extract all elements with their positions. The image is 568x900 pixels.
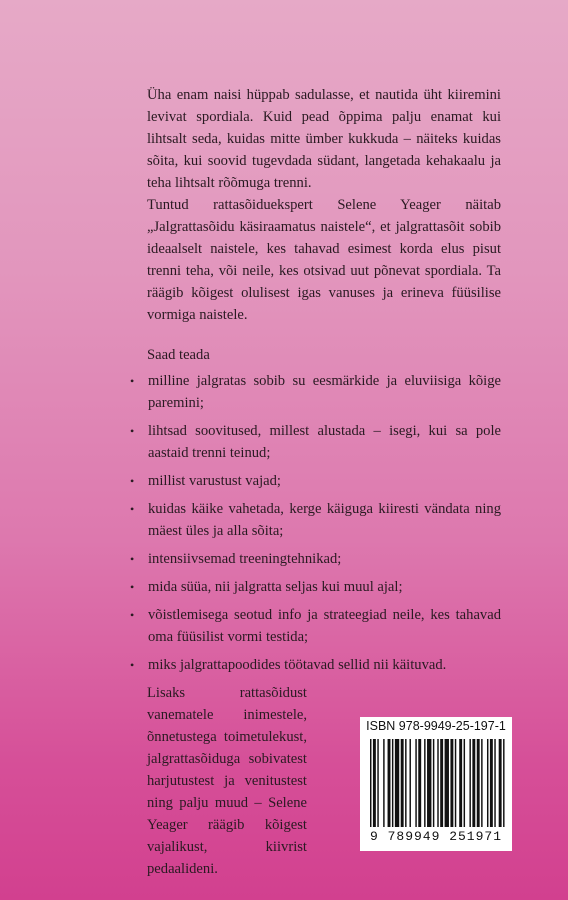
bullet-icon: •: [130, 658, 135, 672]
barcode-bar: [395, 739, 399, 827]
barcode-bar: [424, 739, 425, 827]
feature-list: [128, 370, 501, 682]
barcode-bar: [477, 739, 480, 827]
barcode-bar: [370, 739, 371, 827]
barcode-bar: [437, 739, 438, 827]
barcode-bar: [487, 739, 488, 827]
barcode-bar: [459, 739, 462, 827]
barcode-bar: [455, 739, 456, 827]
bullet-icon: •: [130, 552, 135, 566]
barcode-bar: [490, 739, 493, 827]
list-item: • lihtsad soovitused, millest alustada – isegi, kui sa pole aastaid trenni teinud;: [128, 420, 501, 464]
list-item: • millist varustust vajad;: [128, 470, 501, 492]
barcode-bar: [445, 739, 449, 827]
barcode-bar: [481, 739, 482, 827]
barcode-bar: [401, 739, 404, 827]
list-item: • võistlemisega seotud info ja strateegiad neile, kes tahavad oma füüsilist vormi testida;: [128, 604, 501, 648]
bullet-icon: •: [130, 608, 135, 622]
barcode-bar: [392, 739, 393, 827]
isbn-label: ISBN 978-9949-25-197-1: [366, 719, 506, 733]
list-intro: Saad teada: [147, 347, 210, 363]
barcode-bar: [464, 739, 465, 827]
barcode-bar: [415, 739, 416, 827]
barcode-bar: [427, 739, 431, 827]
barcode-bar: [383, 739, 384, 827]
barcode-bar: [494, 739, 495, 827]
bullet-icon: •: [130, 580, 135, 594]
description-paragraph-1: Üha enam naisi hüppab sadulasse, et nautida üht kiiremini levivat spordiala. Kuid pead õppima palju enamat kui lihtsalt seda, kuidas mitte ümber kukkuda – näiteks kuidas sõita, kui soovid tugevdada südant, langetada kehakaalu ja teha lihtsalt rõõmuga trenni.: [147, 87, 501, 191]
barcode-bar: [433, 739, 434, 827]
barcode-bar: [418, 739, 421, 827]
barcode-bar: [405, 739, 406, 827]
barcode-bar: [409, 739, 410, 827]
list-item: • milline jalgratas sobib su eesmärkide ja eluviisiga kõige paremini;: [128, 370, 501, 414]
barcode-bar: [440, 739, 443, 827]
barcode-bar: [503, 739, 504, 827]
closing-paragraph: Lisaks rattasõidust vanematele inimestele, õnnetustega toimetulekust, jalgrattasõiduga sobivatest harjutustest ja venitustest ning palju muud – Selene Yeager räägib kõigest vajalikust, kiivrist pedaalideni.: [147, 685, 307, 877]
list-item: • mida süüa, nii jalgratta seljas kui muul ajal;: [128, 576, 501, 598]
bullet-icon: •: [130, 374, 135, 388]
description-paragraph-2: Tuntud rattasõiduekspert Selene Yeager näitab „Jalgrattasõidu käsiraamatus naistele“, et jalgrattasõit sobib ideaalselt naistele, kes tahavad esimest korda elus pisut trenni teha, või neile, kes otsivad uut põnevat spordiala. Ta räägib kõigest olulisest igas vanuses ja erineva füüsilise vormiga naistele.: [147, 197, 501, 323]
barcode-bar: [450, 739, 453, 827]
bullet-icon: •: [130, 474, 135, 488]
barcode-bar: [377, 739, 378, 827]
bullet-icon: •: [130, 424, 135, 438]
list-item: • kuidas käike vahetada, kerge käiguga kiiresti vändata ning mäest üles ja alla sõita;: [128, 498, 501, 542]
barcode-bar: [499, 739, 502, 827]
barcode-digits: 9 789949 251971: [369, 829, 503, 844]
barcode-bar: [388, 739, 391, 827]
barcode-bar: [472, 739, 475, 827]
list-item: • miks jalgrattapoodides töötavad sellid nii käituvad.: [128, 654, 501, 676]
barcode-bars: [370, 739, 506, 827]
barcode-bar: [373, 739, 376, 827]
list-item: • intensiivsemad treeningtehnikad;: [128, 548, 501, 570]
bullet-icon: •: [130, 502, 135, 516]
barcode-bar: [469, 739, 470, 827]
isbn-barcode: [360, 717, 512, 851]
